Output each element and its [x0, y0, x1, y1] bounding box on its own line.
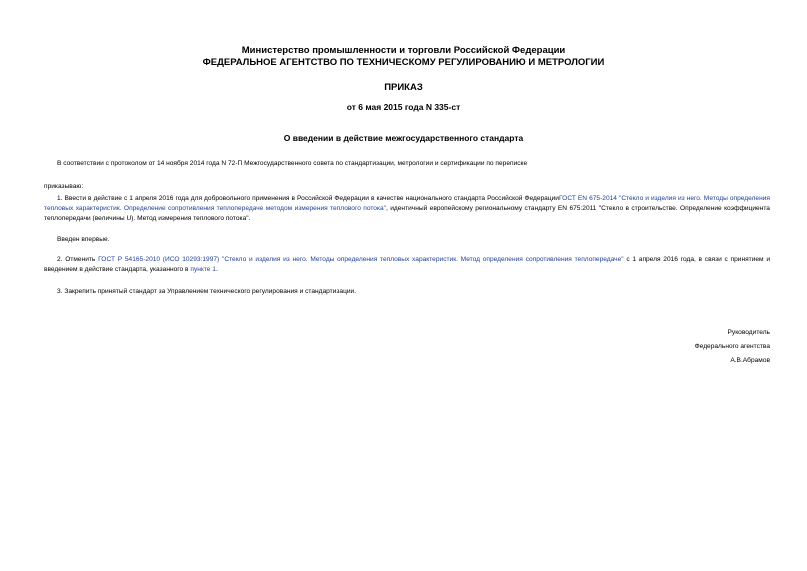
signature-block	[695, 326, 770, 368]
item-2-paragraph	[44, 255, 770, 275]
point-1-link[interactable]: пункте 1	[190, 266, 216, 273]
signature-name: А.В.Абрамов	[730, 357, 770, 364]
item-1-suffix: , идентичный европейскому региональному стандарту EN 675:2011 "Стекло в строительстве. Определение коэффициента теплопередачи (величины U). Метод измерения теплового потока".	[44, 205, 770, 222]
document-type-heading: ПРИКАЗ	[384, 82, 423, 93]
item-1-paragraph	[44, 194, 770, 224]
subject-heading: О введении в действие межгосударственного стандарта	[283, 133, 524, 143]
item-2-middle: с 1 апреля 2016 года, в связи с принятием и введением в действие стандарта, указанного в	[44, 256, 771, 273]
ministry-heading: Министерство промышленности и торговли Российской Федерации	[241, 45, 566, 56]
signature-org: Федерального агентства	[694, 343, 770, 350]
gost-r-54165-link[interactable]: ГОСТ Р 54165-2010 (ИСО 10293:1997) "Стекло и изделия из него. Методы определения тепловых характеристик. Метод определения сопротивления теплопередаче"	[98, 256, 624, 263]
signature-role: Руководитель	[727, 329, 770, 336]
item-1-prefix: 1. Ввести в действие с 1 апреля 2016 года для добровольного применения в Российской Федерации в качестве национального стандарта Российской Федерации	[57, 195, 559, 202]
introduced-first-note: Введен впервые.	[57, 236, 110, 243]
intro-paragraph: В соответствии с протоколом от 14 ноября 2014 года N 72-П Межгосударственного совета по стандартизации, метрологии и сертификации по переписке	[57, 160, 528, 167]
gost-en-675-link[interactable]: ГОСТ EN 675-2014 "Стекло и изделия из него. Методы определения тепловых характеристик. Определение сопротивления теплопередаче методом измерения теплового потока"	[44, 195, 770, 212]
order-word: приказываю:	[44, 183, 84, 190]
item-2-prefix: 2. Отменить	[57, 256, 99, 263]
item-2-suffix: .	[215, 266, 218, 273]
agency-heading: ФЕДЕРАЛЬНОЕ АГЕНТСТВО ПО ТЕХНИЧЕСКОМУ РЕГУЛИРОВАНИЮ И МЕТРОЛОГИИ	[202, 57, 605, 68]
item-3-paragraph: 3. Закрепить принятый стандарт за Управлением технического регулирования и стандартизации.	[57, 288, 357, 295]
date-number-heading: от 6 мая 2015 года N 335-ст	[346, 102, 461, 112]
